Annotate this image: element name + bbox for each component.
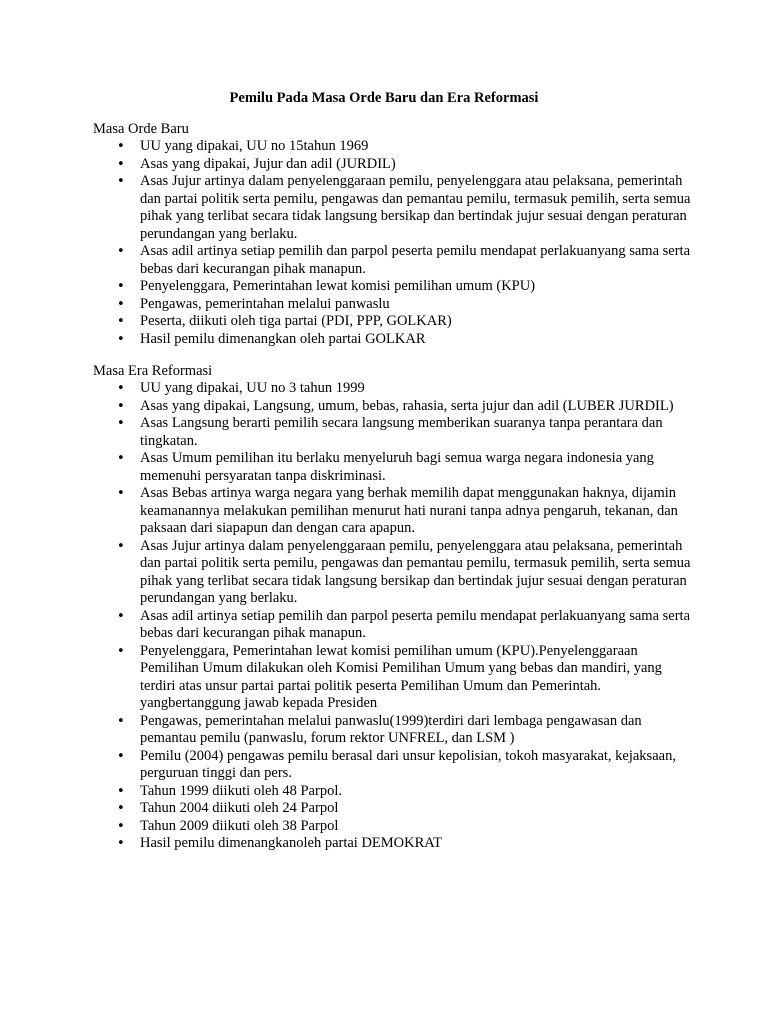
list-item: • Tahun 1999 diikuti oleh 48 Parpol. (93, 783, 693, 801)
list-item: • Asas Bebas artinya warga negara yang berhak memilih dapat menggunakan haknya, dijamin keamanannya melakukan pemilihan menurut hati nurani tanpa adnya pengaruh, tekanan, dan paksaan dari siapapun dan dengan cara apapun. (93, 485, 693, 538)
list-item: • Asas Jujur artinya dalam penyelenggaraan pemilu, penyelenggara atau pelaksana, pemerintah dan partai politik serta pemilu, pengawas dan pemantau pemilu, termasuk pemilih, serta semua pihak yang terlibat secara tidak langsung bersikap dan bertindak jujur sesuai dengan peraturan perundangan yang berlaku. (93, 538, 693, 608)
list-item: • Asas adil artinya setiap pemilih dan parpol peserta pemilu mendapat perlakuanyang sama serta bebas dari kecurangan pihak manapun. (93, 243, 693, 278)
section-heading: Masa Orde Baru (93, 121, 189, 137)
bullet-list (93, 380, 693, 853)
list-item: • Hasil pemilu dimenangkan oleh partai GOLKAR (93, 331, 693, 349)
list-item: • Asas yang dipakai, Jujur dan adil (JURDIL) (93, 156, 693, 174)
bullet-list (93, 138, 693, 348)
section-orde-baru (93, 120, 693, 348)
list-item: • Asas Jujur artinya dalam penyelenggaraan pemilu, penyelenggara atau pelaksana, pemerintah dan partai politik serta pemilu, pengawas dan pemantau pemilu, termasuk pemilih, serta semua pihak yang terlibat secara tidak langsung bersikap dan bertindak jujur sesuai dengan peraturan perundangan yang berlaku. (93, 173, 693, 243)
list-item: • UU yang dipakai, UU no 15tahun 1969 (93, 138, 693, 156)
list-item: • Pengawas, pemerintahan melalui panwaslu (93, 296, 693, 314)
list-item: • Asas yang dipakai, Langsung, umum, bebas, rahasia, serta jujur dan adil (LUBER JURDIL) (93, 398, 693, 416)
list-item: • UU yang dipakai, UU no 3 tahun 1999 (93, 380, 693, 398)
list-item: • Asas Langsung berarti pemilih secara langsung memberikan suaranya tanpa perantara dan tingkatan. (93, 415, 693, 450)
section-heading: Masa Era Reformasi (93, 363, 213, 379)
list-item: • Asas adil artinya setiap pemilih dan parpol peserta pemilu mendapat perlakuanyang sama serta bebas dari kecurangan pihak manapun. (93, 608, 693, 643)
list-item: • Penyelenggara, Pemerintahan lewat komisi pemilihan umum (KPU).Penyelenggaraan Pemilihan Umum dilakukan oleh Komisi Pemilihan Umum yang bebas dan mandiri, yang terdiri atas unsur partai partai politik peserta Pemilihan Umum dan Pemerintah. yangbertanggung jawab kepada Presiden (93, 643, 693, 713)
list-item: • Tahun 2009 diikuti oleh 38 Parpol (93, 818, 693, 836)
list-item: • Hasil pemilu dimenangkanoleh partai DEMOKRAT (93, 835, 693, 853)
document-title: Pemilu Pada Masa Orde Baru dan Era Reformasi (229, 90, 539, 106)
list-item: • Pengawas, pemerintahan melalui panwaslu(1999)terdiri dari lembaga pengawasan dan pemantau pemilu (panwaslu, forum rektor UNFREL, dan LSM ) (93, 713, 693, 748)
list-item: • Asas Umum pemilihan itu berlaku menyeluruh bagi semua warga negara indonesia yang memenuhi persyaratan tanpa diskriminasi. (93, 450, 693, 485)
list-item: • Peserta, diikuti oleh tiga partai (PDI, PPP, GOLKAR) (93, 313, 693, 331)
section-era-reformasi (93, 362, 693, 853)
list-item: • Tahun 2004 diikuti oleh 24 Parpol (93, 800, 693, 818)
list-item: • Penyelenggara, Pemerintahan lewat komisi pemilihan umum (KPU) (93, 278, 693, 296)
list-item: • Pemilu (2004) pengawas pemilu berasal dari unsur kepolisian, tokoh masyarakat, kejaksaan, perguruan tinggi dan pers. (93, 748, 693, 783)
